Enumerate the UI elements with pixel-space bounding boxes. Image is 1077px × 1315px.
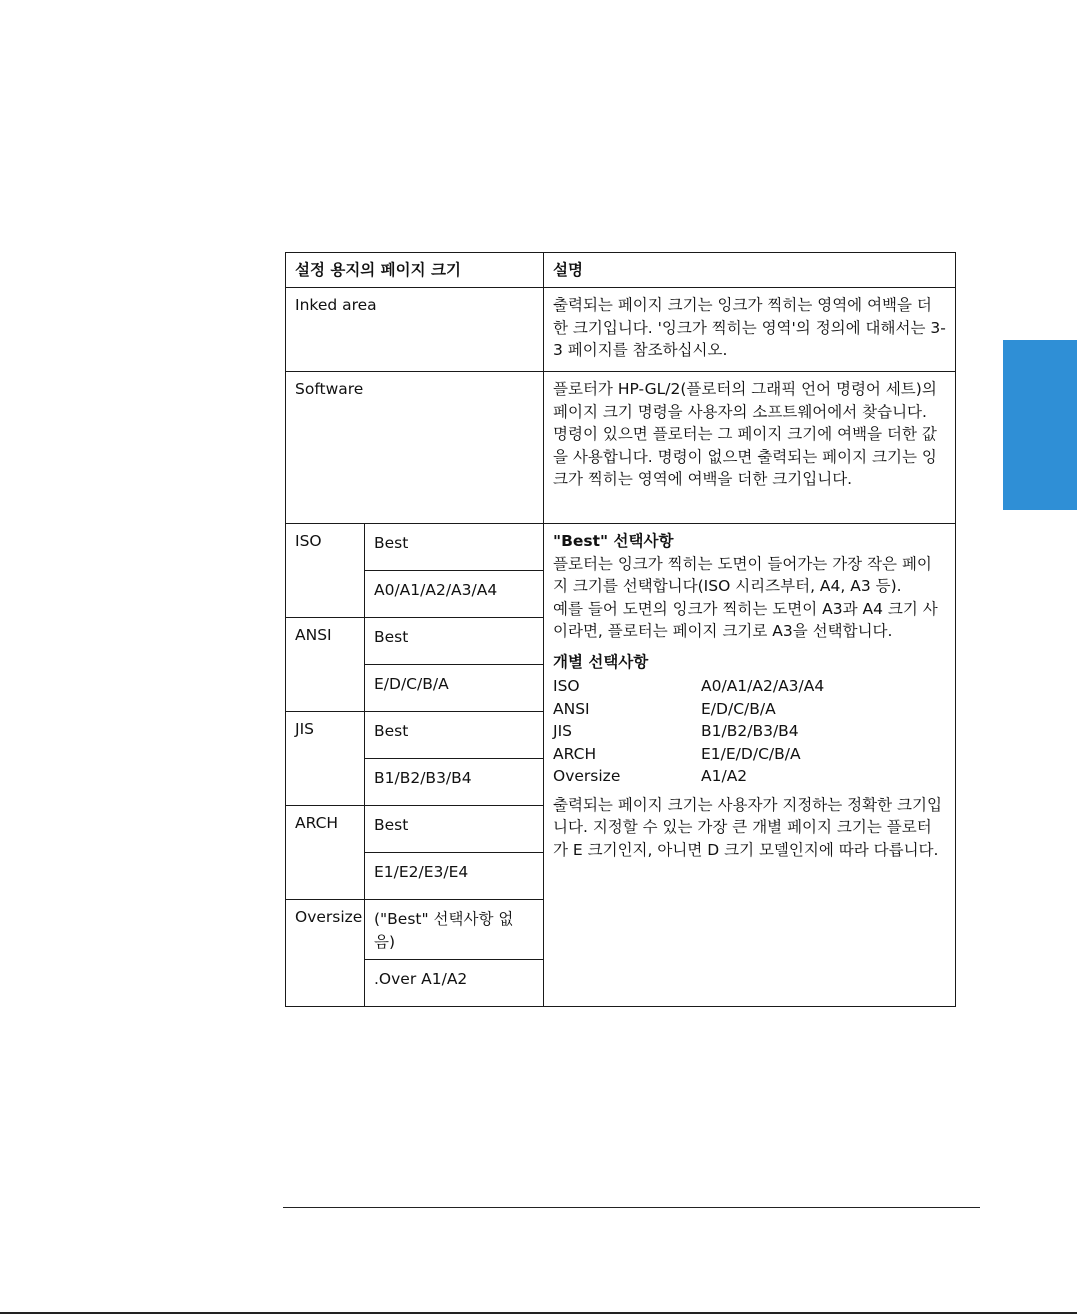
table-row bbox=[286, 372, 956, 524]
best-heading: "Best" 선택사항 bbox=[553, 532, 674, 551]
table-row bbox=[286, 288, 956, 372]
option-value: A0/A1/A2/A3/A4 bbox=[701, 677, 825, 696]
option-value: A1/A2 bbox=[701, 767, 748, 786]
header-page-size: 설정 용지의 페이지 크기 bbox=[286, 253, 544, 288]
table-header-row bbox=[286, 253, 956, 288]
best-para-3: 출력되는 페이지 크기는 사용자가 지정하는 정확한 크기입니다. 지정할 수 있는 가장 큰 개별 페이지 크기는 플로터가 E 크기인지, 아니면 D 크기 모델인지에 따라 다릅니다. bbox=[553, 795, 942, 859]
jis-sizes: B1/B2/B3/B4 bbox=[365, 759, 544, 806]
individual-options bbox=[553, 675, 946, 787]
arch-label: ARCH bbox=[286, 806, 365, 900]
option-value: E/D/C/B/A bbox=[701, 699, 776, 718]
option-name: Oversize bbox=[553, 767, 621, 786]
ansi-sizes: E/D/C/B/A bbox=[365, 665, 544, 712]
option-name: ARCH bbox=[553, 744, 597, 763]
oversize-label: Oversize bbox=[286, 900, 365, 1007]
software-desc: 플로터가 HP-GL/2(플로터의 그래픽 언어 명령어 세트)의 페이지 크기 명령을 사용자의 소프트웨어에서 찾습니다. 명령이 있으면 플로터는 그 페이지 크기에 여백을 더한 값을 사용합니다. 명령이 없으면 출력되는 페이지 크기는 잉크가 찍히는 영역에 여백을 더한 크기입니다. bbox=[544, 372, 956, 524]
option-name: ISO bbox=[553, 677, 580, 696]
option-name: ANSI bbox=[553, 699, 590, 718]
oversize-sizes: .Over A1/A2 bbox=[365, 960, 544, 1007]
ansi-label: ANSI bbox=[286, 618, 365, 712]
table-row bbox=[286, 524, 956, 571]
arch-best: Best bbox=[365, 806, 544, 853]
software-label: Software bbox=[286, 372, 544, 524]
best-para-1: 플로터는 잉크가 찍히는 도면이 들어가는 가장 작은 페이지 크기를 선택합니다(ISO 시리즈부터, A4, A3 등). bbox=[553, 554, 932, 596]
bottom-rule bbox=[0, 1312, 1077, 1314]
individual-heading: 개별 선택사항 bbox=[553, 652, 649, 671]
inked-area-desc: 출력되는 페이지 크기는 잉크가 찍히는 영역에 여백을 더한 크기입니다. '잉크가 찍히는 영역'의 정의에 대해서는 3-3 페이지를 참조하십시오. bbox=[544, 288, 956, 372]
iso-best: Best bbox=[365, 524, 544, 571]
section-tab bbox=[1003, 340, 1077, 510]
option-name: JIS bbox=[553, 722, 572, 741]
arch-sizes: E1/E2/E3/E4 bbox=[365, 853, 544, 900]
iso-label: ISO bbox=[286, 524, 365, 618]
option-value: B1/B2/B3/B4 bbox=[701, 722, 799, 741]
header-description: 설명 bbox=[544, 253, 956, 288]
jis-best: Best bbox=[365, 712, 544, 759]
best-para-2: 예를 들어 도면의 잉크가 찍히는 도면이 A3과 A4 크기 사이라면, 플로터는 페이지 크기로 A3을 선택합니다. bbox=[553, 599, 938, 641]
footer-rule bbox=[283, 1207, 980, 1208]
oversize-best: ("Best" 선택사항 없음) bbox=[365, 900, 544, 960]
best-option-desc bbox=[544, 524, 956, 1007]
page-size-table bbox=[285, 252, 956, 1007]
ansi-best: Best bbox=[365, 618, 544, 665]
iso-sizes: A0/A1/A2/A3/A4 bbox=[365, 571, 544, 618]
inked-area-label: Inked area bbox=[286, 288, 544, 372]
jis-label: JIS bbox=[286, 712, 365, 806]
option-value: E1/E/D/C/B/A bbox=[701, 744, 801, 763]
